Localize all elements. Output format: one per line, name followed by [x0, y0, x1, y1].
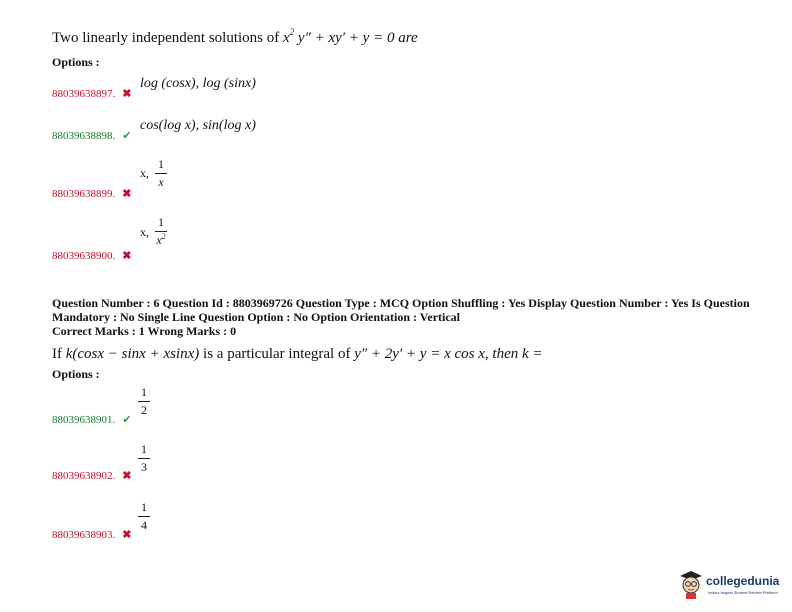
option-id: 88039638899.	[52, 188, 116, 200]
graduate-mascot-icon	[678, 568, 704, 600]
option-row	[52, 246, 131, 264]
wrong-icon: ✖	[122, 88, 132, 100]
fraction: $\frac{1}{3}$	[138, 443, 150, 474]
logo-name: collegedunia	[706, 574, 780, 588]
option-id: 88039638897.	[52, 88, 116, 100]
correct-check-icon: ✔	[122, 414, 132, 426]
option-text: cos(log x), sin(log x)	[140, 118, 256, 133]
option-math	[138, 440, 150, 474]
option-id: 88039638903.	[52, 529, 116, 541]
wrong-icon: ✖	[122, 250, 132, 262]
question-2-text: If k(cosx − sinx + xsinx) is a particular integral of y″ + 2y′ + y = x cos x, then k =	[52, 346, 543, 362]
option-row	[52, 525, 131, 543]
option-id: 88039638902.	[52, 470, 116, 482]
option-id: 88039638898.	[52, 130, 116, 142]
collegedunia-logo[interactable]	[678, 566, 786, 604]
option-row	[52, 466, 131, 484]
wrong-icon: ✖	[122, 529, 132, 541]
wrong-icon: ✖	[122, 470, 132, 482]
option-id: 88039638901.	[52, 414, 116, 426]
logo-tagline: India's largest Student Review Platform	[708, 590, 778, 595]
option-row	[52, 184, 131, 202]
question-1-text: Two linearly independent solutions of $x^2$ y″ + xy′ + y = 0 are	[52, 27, 418, 46]
fraction: $\frac{1}{x}$	[155, 158, 167, 189]
options-label: Options :	[52, 55, 100, 69]
correct-check-icon: ✔	[122, 130, 132, 142]
option-math	[138, 498, 150, 532]
wrong-icon: ✖	[122, 188, 132, 200]
option-text: log (cosx), log (sinx)	[140, 76, 256, 91]
option-math: x, $\frac{1}{x^2}$	[140, 215, 166, 247]
option-id: 88039638900.	[52, 250, 116, 262]
option-math: x, $\frac{1}{x}$	[140, 158, 167, 189]
fraction: $\frac{1}{x^2}$	[156, 215, 166, 247]
fraction: $\frac{1}{4}$	[138, 501, 150, 532]
options-label: Options :	[52, 367, 100, 381]
option-row	[52, 126, 131, 144]
fraction: $\frac{1}{2}$	[138, 386, 150, 417]
option-row	[52, 410, 131, 428]
question-2-meta: Question Number : 6 Question Id : 8803969726 Question Type : MCQ Option Shuffling : Yes Display Question Number : Yes Is Question Mandatory : No Single Line Question Option : No Option Orientation : Vertical Correct Marks : 1 Wrong Marks : 0	[52, 296, 750, 338]
option-math	[138, 383, 150, 417]
option-row	[52, 84, 131, 102]
